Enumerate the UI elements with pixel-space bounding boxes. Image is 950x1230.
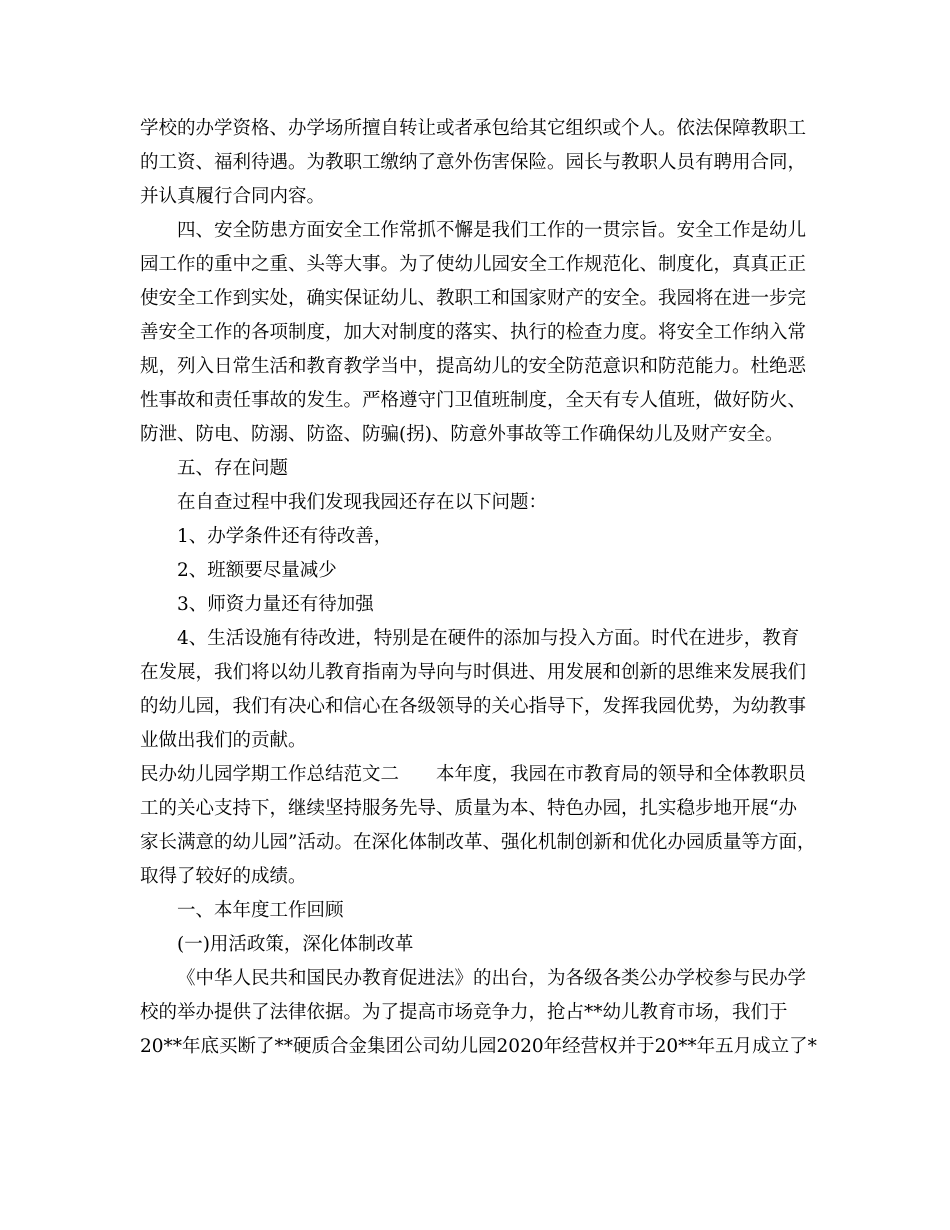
paragraph-line: 《中华人民共和国民办教育促进法》的出台，为各级各类公办学校参与民办学 [177, 968, 807, 989]
paragraph-line: 校的举办提供了法律依据。为了提高市场竞争力，抢占**幼儿教育市场，我们于 [140, 1002, 788, 1023]
document-body [140, 112, 824, 1064]
paragraph-line: 性事故和责任事故的发生。严格遵守门卫值班制度，全天有专人值班，做好防火、 [140, 390, 807, 411]
section-heading-review: 一、本年度工作回顾 [177, 900, 344, 921]
paragraph-line: 园工作的重中之重、头等大事。为了使幼儿园安全工作规范化、制度化，真真正正 [140, 254, 807, 275]
section-heading-problems: 五、存在问题 [177, 458, 289, 479]
list-item: 4、生活设施有待改进，特别是在硬件的添加与投入方面。时代在进步，教育 [177, 628, 800, 649]
list-item: 3、师资力量还有待加强 [177, 594, 374, 615]
paragraph-line: 使安全工作到实处，确实保证幼儿、教职工和国家财产的安全。我园将在进一步完 [140, 288, 807, 309]
paragraph-line: 20**年底买断了**硬质合金集团公司幼儿园2020年经营权并于20**年五月成立了* [140, 1036, 817, 1057]
paragraph-line: 防泄、防电、防溺、防盗、防骗(拐)、防意外事故等工作确保幼儿及财产安全。 [140, 424, 784, 445]
list-item: 1、办学条件还有待改善， [177, 526, 393, 547]
paragraph-line: 家长满意的幼儿园”活动。在深化体制改革、强化机制创新和优化办园质量等方面， [140, 832, 816, 853]
subsection-heading: (一)用活政策，深化体制改革 [177, 934, 414, 955]
paragraph-line: 善安全工作的各项制度，加大对制度的落实、执行的检查力度。将安全工作纳入常 [140, 322, 807, 343]
paragraph-line: 在发展，我们将以幼儿教育指南为导向与时俱进、用发展和创新的思维来发展我们 [140, 662, 807, 683]
list-item: 2、班额要尽量减少 [177, 560, 337, 581]
paragraph-line: 的工资、福利待遇。为教职工缴纳了意外伤害保险。园长与教职人员有聘用合同， [140, 152, 807, 173]
paragraph-line: 的幼儿园，我们有决心和信心在各级领导的关心指导下，发挥我园优势，为幼教事 [140, 696, 807, 717]
paragraph-line: 工的关心支持下，继续坚持服务先导、质量为本、特色办园，扎实稳步地开展“办 [140, 798, 797, 819]
paragraph-line: 在自查过程中我们发现我园还存在以下问题： [177, 492, 548, 513]
paragraph-line: 业做出我们的贡献。 [140, 730, 307, 751]
paragraph-line: 并认真履行合同内容。 [140, 186, 326, 207]
paragraph-line: 取得了较好的成绩。 [140, 866, 307, 887]
section-heading-safety: 四、安全防患方面安全工作常抓不懈是我们工作的一贯宗旨。安全工作是幼儿 [177, 220, 807, 241]
paragraph-line: 规，列入日常生活和教育教学当中，提高幼儿的安全防范意识和防范能力。杜绝恶 [140, 356, 807, 377]
paragraph-line: 学校的办学资格、办学场所擅自转让或者承包给其它组织或个人。依法保障教职工 [140, 118, 807, 139]
article-title-line: 民办幼儿园学期工作总结范文二 本年度，我园在市教育局的领导和全体教职员 [140, 764, 807, 785]
